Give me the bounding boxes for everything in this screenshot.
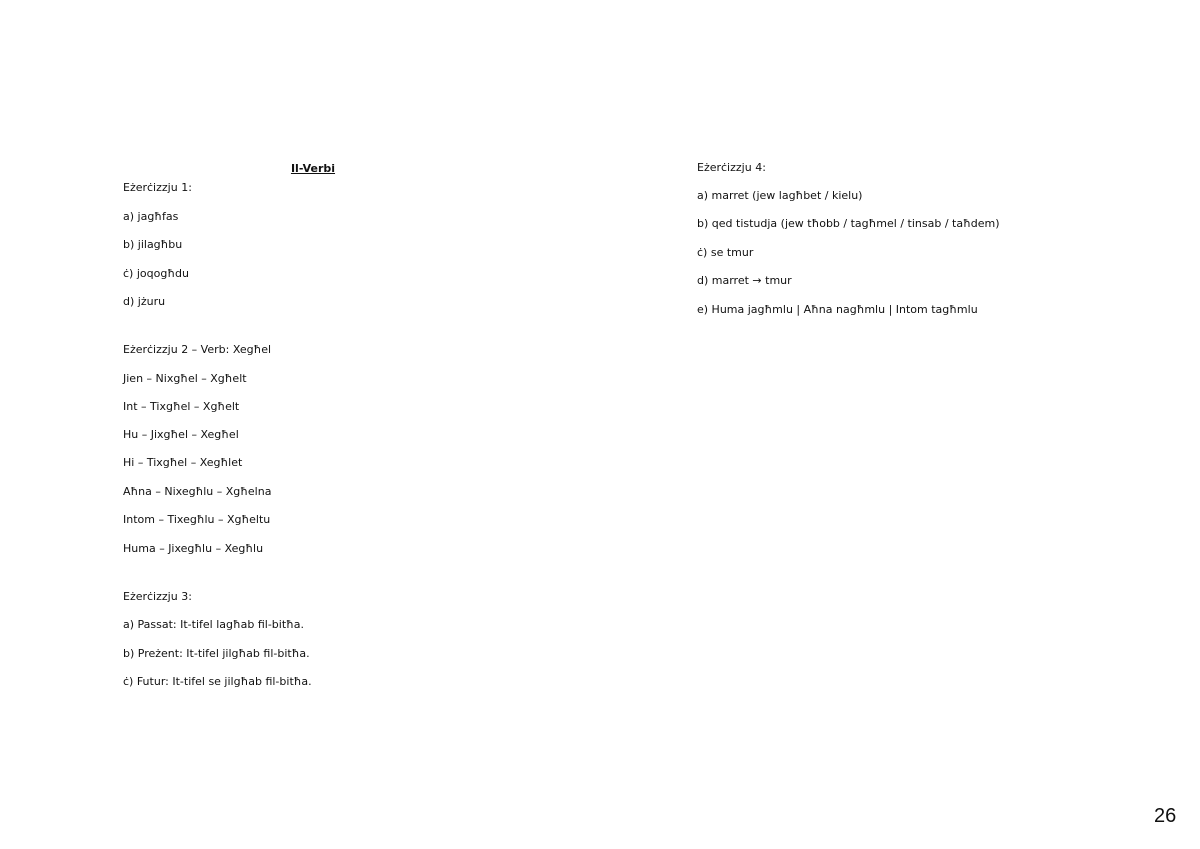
exercise1-item: b) jilagħbu bbox=[123, 238, 183, 251]
exercise2-item: Huma – Jixegħlu – Xegħlu bbox=[123, 542, 264, 555]
exercise4-heading: Eżerċizzju 4: bbox=[697, 161, 766, 174]
exercise1-item: d) jżuru bbox=[123, 295, 166, 308]
exercise1-item: a) jagħfas bbox=[123, 210, 179, 223]
exercise3-heading: Eżerċizzju 3: bbox=[123, 590, 192, 603]
exercise4-item: d) marret → tmur bbox=[697, 274, 792, 287]
exercise4-item: b) qed tistudja (jew tħobb / tagħmel / tinsab / taħdem) bbox=[697, 217, 1000, 230]
exercise2-heading: Eżerċizzju 2 – Verb: Xegħel bbox=[123, 343, 272, 356]
exercise2-item: Hi – Tixgħel – Xegħlet bbox=[123, 456, 243, 469]
exercise2-item: Intom – Tixegħlu – Xgħeltu bbox=[123, 513, 271, 526]
page-number: 26 bbox=[1154, 805, 1177, 827]
exercise3-item: b) Preżent: It-tifel jilgħab fil-bitħa. bbox=[123, 647, 310, 660]
exercise2-item: Int – Tixgħel – Xgħelt bbox=[123, 400, 240, 413]
exercise4-item: e) Huma jagħmlu | Aħna nagħmlu | Intom tagħmlu bbox=[697, 303, 978, 316]
exercise4-item: a) marret (jew lagħbet / kielu) bbox=[697, 189, 863, 202]
page-title: Il-Verbi bbox=[290, 162, 336, 175]
exercise2-item: Aħna – Nixegħlu – Xgħelna bbox=[123, 485, 272, 498]
exercise3-item: a) Passat: It-tifel lagħab fil-bitħa. bbox=[123, 618, 305, 631]
exercise1-item: ċ) joqogħdu bbox=[123, 267, 189, 280]
exercise1-heading: Eżerċizzju 1: bbox=[123, 181, 192, 194]
exercise2-item: Hu – Jixgħel – Xegħel bbox=[123, 428, 239, 441]
exercise4-item: ċ) se tmur bbox=[697, 246, 754, 259]
exercise3-item: ċ) Futur: It-tifel se jilgħab fil-bitħa. bbox=[123, 675, 312, 688]
exercise2-item: Jien – Nixgħel – Xgħelt bbox=[123, 372, 247, 385]
